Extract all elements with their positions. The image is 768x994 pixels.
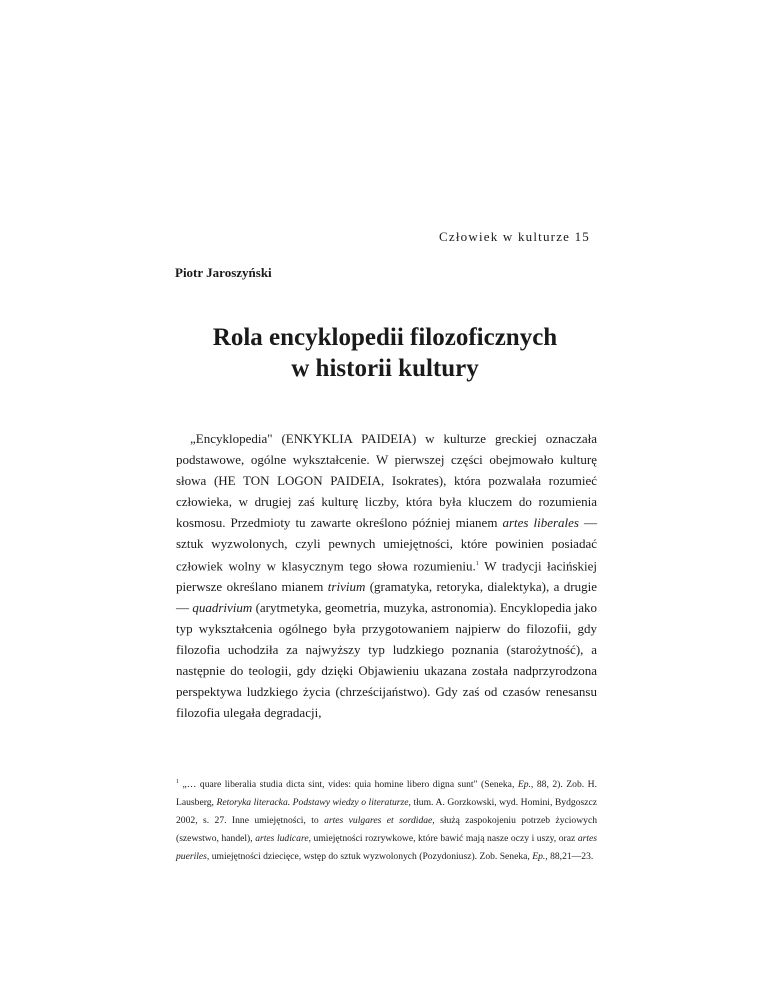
footnote-italic: artes ludicare, [255,833,311,845]
footnote-italic: artes pueriles, [176,833,598,863]
footnote-text-segment: 88, 2). Zob. H. Lausberg, [176,779,598,809]
body-italic-term: trivium [327,579,366,595]
body-text-segment: (gramatyka, retoryka, dialektyka), a drugie — [176,579,597,616]
footnote-marker: 1 [176,779,179,785]
footnote-text-segment: 88,21—23. [547,851,594,863]
footnote-reference: 1 [475,561,479,567]
footnote-text-segment: tłum. A. Gorzkowski, wyd. Homini, Bydgoszcz 2002, s. 27. Inne umiejętności, to [176,797,598,827]
body-text-segment: (arytmetyka, geometria, muzyka, astronomia). Encyklopedia jako typ wykształcenia ogólnego była przygotowaniem najpierw do filozofii, gdy filozofia uchodziła za najwyższy typ ludzkiego poznania (starożytność), a następnie do teologii, gdy dzięki Objawieniu ukazana została nadprzyrodzona perspektywa ludzkiego życia (chrześcijaństwo). Gdy zaś od czasów renesansu filozofia ulegała degradacji, [176,600,597,721]
body-paragraph [176,428,597,723]
title-line-1: Rola encyklopedii filozoficznych [212,324,558,351]
footnote-italic: Ep., [517,779,534,791]
title-line-2: w historii kultury [291,355,479,382]
footnote-italic: Ep., [532,851,548,863]
footnote-text-segment: służą zaspokojeniu potrzeb życiowych (szewstwo, handel), [176,815,597,845]
article-title [150,322,620,384]
footnote-paragraph [176,773,597,866]
footnote-text-segment: umiejętności dziecięce, wstęp do sztuk wyzwolonych (Pozydoniusz). Zob. Seneka, [209,851,533,863]
body-text [176,428,597,723]
footnote-italic: artes vulgares et sordidae, [324,815,435,827]
body-italic-term: artes liberales [502,515,579,530]
footnote-italic: Retoryka literacka. Podstawy wiedzy o literaturze, [216,797,411,809]
body-text-segment: — sztuk wyzwolonych, czyli pewnych umiejętności, które powinien posiadać człowiek wolny w klasycznym tego słowa rozumieniu. [176,515,597,574]
body-text-segment: W tradycji łacińskiej pierwsze określano mianem [176,558,597,595]
body-text-segment: „Encyklopedia" (ENKYKLIA PAIDEIA) w kulturze greckiej oznaczała podstawowe, ogólne wykształcenie. W pierwszej części obejmowało kulturę słowa (HE TON LOGON PAIDEIA, Isokrates), która pozwalała rozumieć człowieka, w drugiej zaś kulturę liczby, która była kluczem do rozumienia kosmosu. Przedmioty tu zawarte określono później mianem [176,431,597,530]
running-head: Człowiek w kulturze 15 [439,229,590,244]
footnote [176,773,597,866]
body-italic-term: quadrivium [192,600,253,616]
author-name: Piotr Jaroszyński [175,265,272,280]
footnote-text-segment: „… quare liberalia studia dicta sint, vides: quia homine libero digna sunt" (Seneka, [179,779,518,791]
footnote-text-segment: umiejętności rozrywkowe, które bawić mają nasze oczy i uszy, oraz [310,833,578,845]
